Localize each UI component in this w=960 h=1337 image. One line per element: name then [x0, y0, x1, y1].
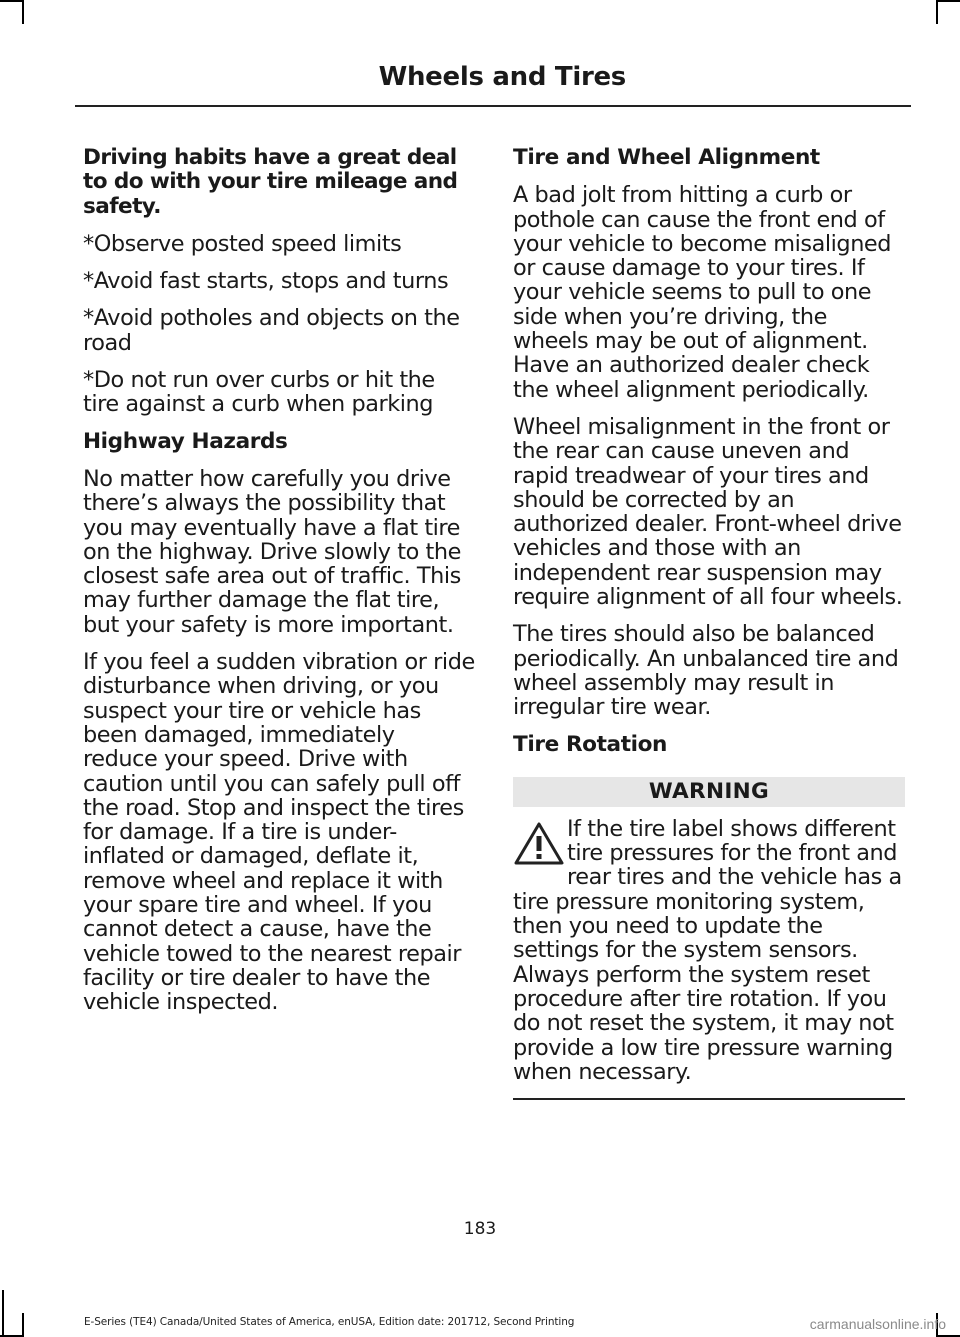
list-item: *Avoid fast starts, stops and turns	[83, 268, 449, 295]
alignment-heading: Tire and Wheel Alignment	[513, 145, 820, 170]
highway-paragraph-1: No matter how carefully you drive there’s always the possibility that you may eventually have a flat tire on the highway. Drive slowly to the closest safe area out of traffic. This may further damage the flat tire, but your safety is more important.	[83, 465, 461, 638]
warning-label: WARNING	[513, 777, 905, 807]
crop-mark	[22, 0, 24, 24]
list-item: *Do not run over curbs or hit the tire against a curb when parking	[83, 367, 435, 418]
lead-paragraph: Driving habits have a great deal to do with your tire mileage and safety.	[83, 145, 458, 219]
crop-mark	[936, 0, 938, 24]
alignment-paragraph-3: The tires should also be balanced periodically. An unbalanced tire and wheel assembly may result in irregular tire wear.	[513, 621, 899, 721]
watermark: carmanualsonline.info	[809, 1316, 946, 1332]
warning-triangle-icon	[513, 821, 565, 867]
warning-bottom-rule	[513, 1098, 905, 1100]
highway-paragraph-2: If you feel a sudden vibration or ride disturbance when driving, or you suspect your tire or vehicle has been damaged, immediately reduce your speed. Drive with caution until you can safely pull off the road. Stop and inspect the tires for damage. If a tire is under-inflated or damaged, deflate it, remove wheel and replace it with your spare tire and wheel. If you cannot detect a cause, have the vehicle towed to the nearest repair facility or tire dealer to have the vehicle inspected.	[83, 649, 475, 1016]
left-column	[83, 146, 475, 1028]
alignment-paragraph-2: Wheel misalignment in the front or the rear can cause uneven and rapid treadwear of your tires and should be corrected by an authorized dealer. Front-wheel drive vehicles and those with an independent rear suspension may require alignment of all four wheels.	[513, 413, 903, 611]
crop-mark	[22, 1313, 24, 1337]
highway-hazards-heading: Highway Hazards	[83, 428, 288, 454]
warning-body	[513, 817, 905, 1084]
crop-mark	[0, 0, 24, 2]
warning-box	[513, 777, 905, 1100]
edition-footer: E-Series (TE4) Canada/United States of America, enUSA, Edition date: 201712, Second Printing	[84, 1316, 575, 1328]
right-column	[513, 146, 905, 1100]
header-divider	[75, 105, 911, 107]
page-number: 183	[463, 1219, 497, 1239]
warning-text: If the tire label shows different tire pressures for the front and rear tires and the vehicle has a tire pressure monitoring system, then you need to update the settings for the system sensors. Always perform the system reset procedure after tire rotation. If you do not reset the system, it may not provide a low tire pressure warning when necessary.	[513, 815, 902, 1085]
crop-mark	[2, 1290, 4, 1337]
list-item: *Avoid potholes and objects on the road	[83, 305, 460, 356]
crop-mark	[936, 0, 960, 2]
list-item: *Observe posted speed limits	[83, 230, 402, 257]
page-title: Wheels and Tires	[378, 62, 626, 92]
alignment-paragraph-1: A bad jolt from hitting a curb or pothole can cause the front end of your vehicle to become misaligned or cause damage to your tires. If your vehicle seems to pull to one side when you’re driving, the wheels may be out of alignment. Have an authorized dealer check the wheel alignment periodically.	[513, 182, 892, 403]
tire-rotation-heading: Tire Rotation	[513, 731, 668, 757]
